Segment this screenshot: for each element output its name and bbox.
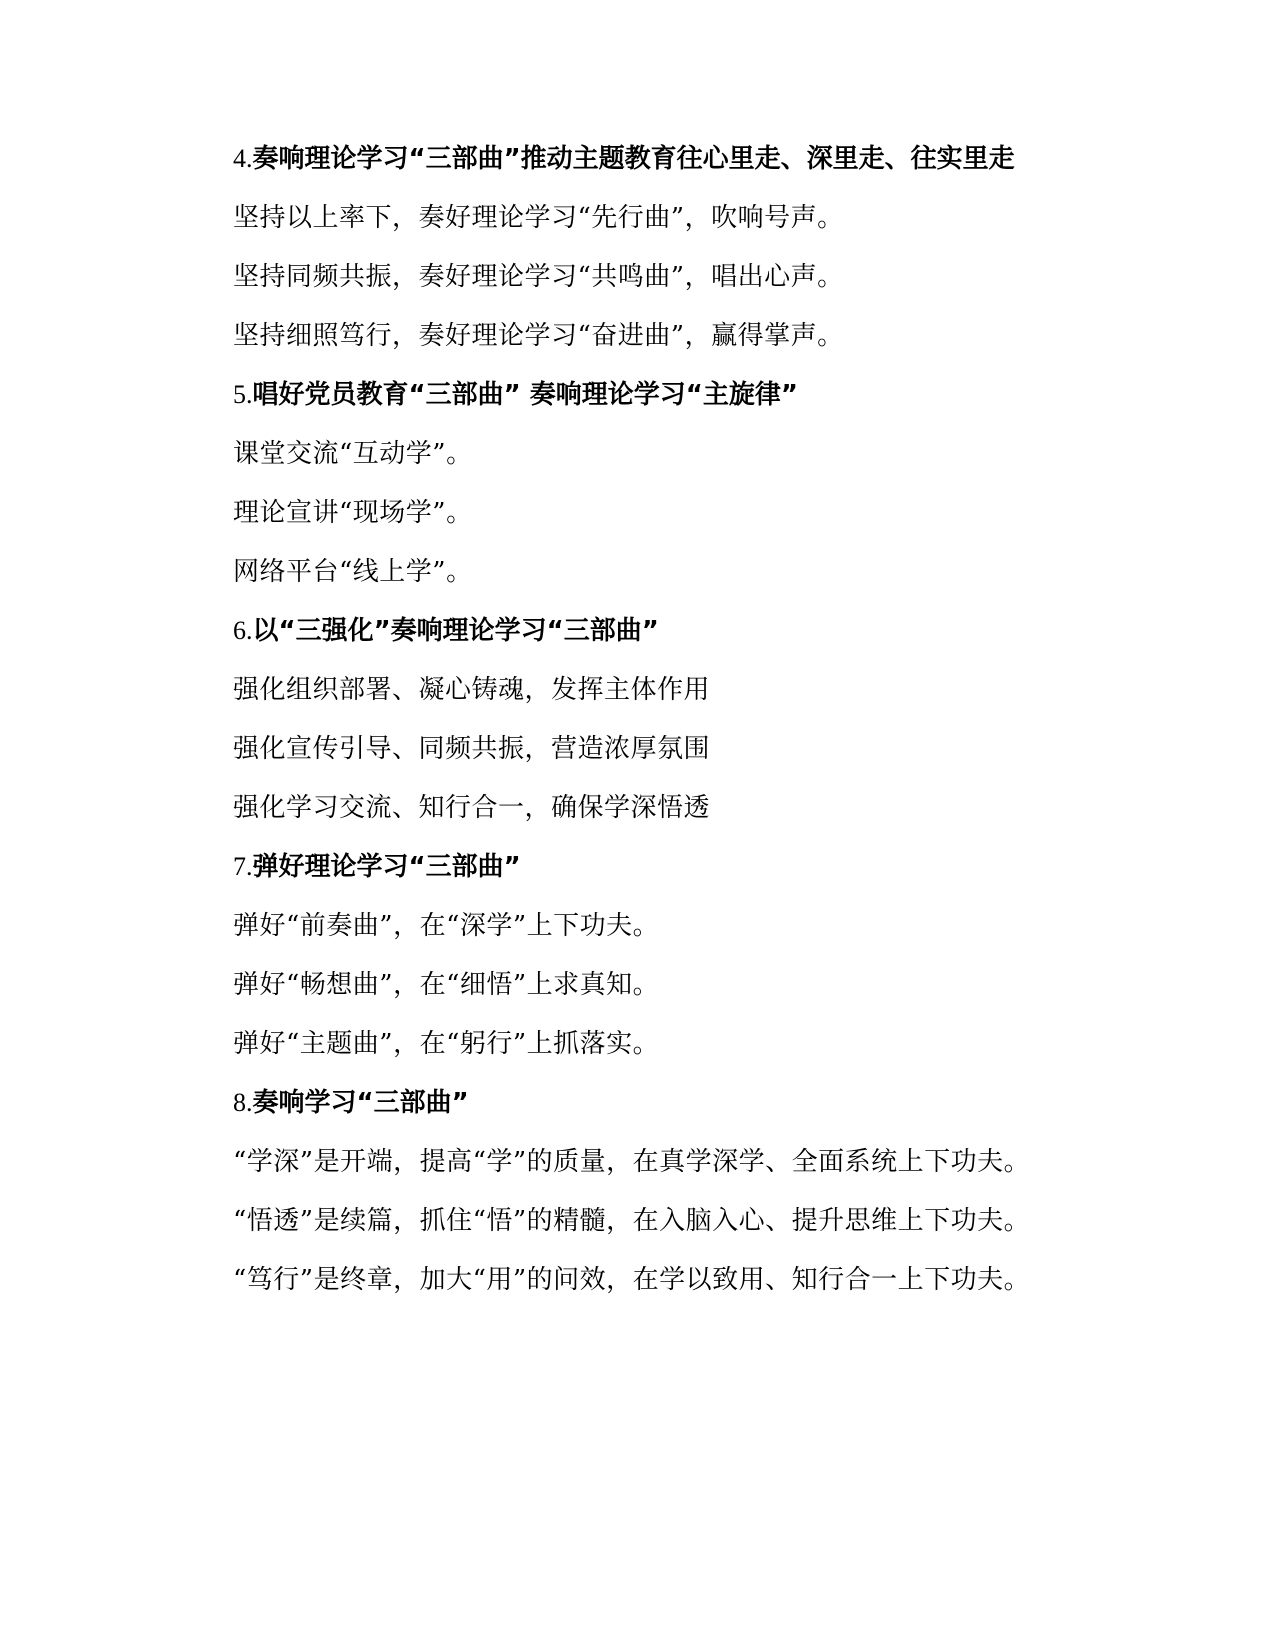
paragraph: 强化组织部署、凝心铸魂，发挥主体作用 (233, 675, 711, 705)
document-page (187, 140, 1072, 1320)
paragraph: “学深”是开端，提高“学”的质量，在真学深学、全面系统上下功夫。 (233, 1147, 1031, 1177)
paragraph: 弹好“主题曲”，在“躬行”上抓落实。 (233, 1029, 660, 1059)
section-heading (187, 140, 1072, 178)
section-title: 以“三强化”奏响理论学习“三部曲” (252, 616, 659, 646)
section-8 (187, 1084, 1072, 1299)
section-title: 唱好党员教育“三部曲” 奏响理论学习“主旋律” (252, 380, 798, 410)
paragraph: 坚持同频共振，奏好理论学习“共鸣曲”，唱出心声。 (233, 262, 844, 292)
paragraph: “笃行”是终章，加大“用”的问效，在学以致用、知行合一上下功夫。 (233, 1265, 1031, 1295)
section-7 (187, 848, 1072, 1063)
paragraph: 坚持细照笃行，奏好理论学习“奋进曲”，赢得掌声。 (233, 321, 844, 351)
section-number: 8. (233, 1088, 253, 1117)
paragraph: “悟透”是续篇，抓住“悟”的精髓，在入脑入心、提升思维上下功夫。 (233, 1206, 1031, 1236)
section-5 (187, 376, 1072, 591)
paragraph: 强化学习交流、知行合一，确保学深悟透 (233, 793, 711, 823)
section-heading (187, 1084, 1072, 1122)
section-title: 奏响理论学习“三部曲”推动主题教育往心里走、深里走、往实里走 (252, 144, 1015, 174)
section-heading (187, 612, 1072, 650)
section-6 (187, 612, 1072, 827)
paragraph: 强化宣传引导、同频共振，营造浓厚氛围 (233, 734, 711, 764)
section-number: 7. (233, 852, 253, 881)
paragraph: 网络平台“线上学”。 (233, 557, 473, 587)
section-title: 奏响学习“三部曲” (252, 1088, 469, 1118)
section-number: 5. (233, 380, 253, 409)
paragraph: 坚持以上率下，奏好理论学习“先行曲”，吹响号声。 (233, 203, 844, 233)
paragraph: 理论宣讲“现场学”。 (233, 498, 473, 528)
paragraph: 弹好“前奏曲”，在“深学”上下功夫。 (233, 911, 660, 941)
section-heading (187, 376, 1072, 414)
section-title: 弹好理论学习“三部曲” (252, 852, 521, 882)
paragraph: 弹好“畅想曲”，在“细悟”上求真知。 (233, 970, 660, 1000)
section-number: 6. (233, 616, 253, 645)
paragraph: 课堂交流“互动学”。 (233, 439, 473, 469)
section-number: 4. (233, 144, 253, 173)
section-heading (187, 848, 1072, 886)
section-4 (187, 140, 1072, 355)
